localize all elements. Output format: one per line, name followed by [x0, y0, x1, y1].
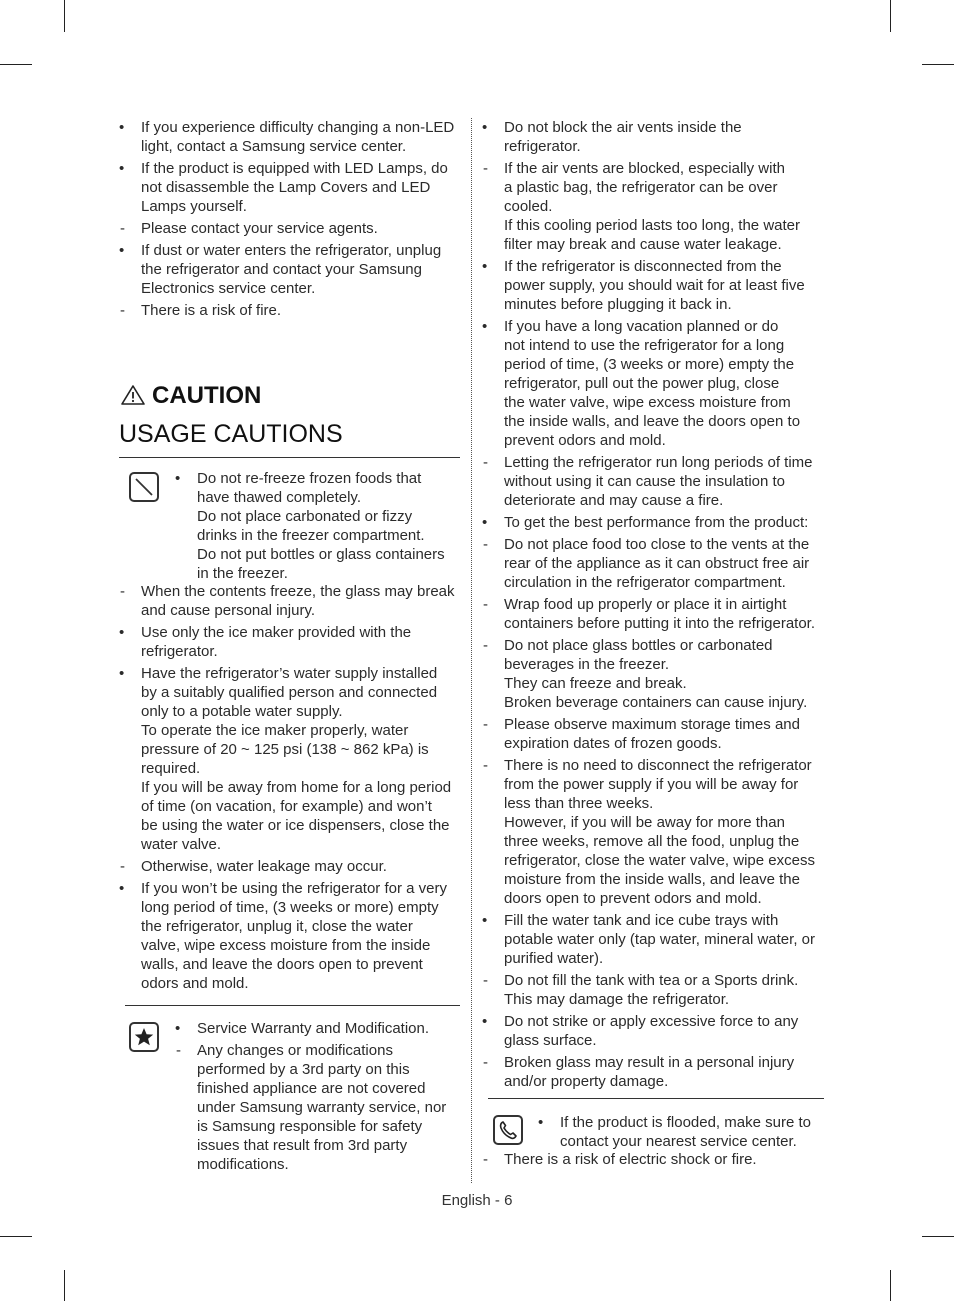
dash-list-item [482, 1053, 827, 1091]
item-text [141, 301, 469, 320]
item-text [197, 1041, 465, 1174]
left-middle-list [119, 582, 469, 996]
right-column-list [482, 118, 827, 1094]
no-sign-icon [133, 476, 155, 498]
item-text [504, 911, 827, 968]
bullet-marker: • [482, 119, 488, 136]
bullet-list-item [119, 664, 469, 854]
item-text [141, 241, 469, 298]
item-line: Fill the water tank and ice cube trays with [504, 912, 779, 929]
item-line: period of time, (3 weeks or more) empty the [504, 356, 795, 373]
dash-marker: - [120, 220, 125, 237]
bullet-list-item [175, 469, 465, 583]
bullet-list-item [482, 118, 827, 156]
dash-list-item [482, 595, 827, 633]
bullet-list-item [119, 159, 469, 216]
item-line: refrigerator, close the water valve, wipe excess [504, 852, 815, 869]
item-text [504, 971, 827, 1009]
item-text [504, 317, 827, 450]
crop-mark [0, 64, 32, 65]
dash-marker: - [483, 454, 488, 471]
bullet-list-item [482, 513, 827, 532]
item-line: valve, wipe excess moisture from the inside [141, 937, 431, 954]
item-line: If the refrigerator is disconnected from the [504, 258, 782, 275]
item-line: They can freeze and break. [504, 675, 687, 692]
item-text [141, 664, 469, 854]
item-line: issues that result from 3rd party [197, 1137, 408, 1154]
star-icon [133, 1026, 155, 1048]
item-line: potable water only (tap water, mineral water, or [504, 931, 815, 948]
no-sign-icon-box [129, 472, 159, 502]
item-line: Please observe maximum storage times and [504, 716, 800, 733]
item-line: drinks in the freezer compartment. [197, 527, 425, 544]
item-line: the refrigerator, unplug it, close the water [141, 918, 413, 935]
item-line: refrigerator, pull out the power plug, close [504, 375, 780, 392]
item-line: Broken glass may result in a personal injury [504, 1054, 795, 1071]
item-line: Do not block the air vents inside the [504, 119, 742, 136]
bullet-marker: • [482, 912, 488, 929]
item-line: under Samsung warranty service, nor [197, 1099, 447, 1116]
dash-list-item [482, 453, 827, 510]
item-line: Have the refrigerator’s water supply installed [141, 665, 438, 682]
item-line: If you have a long vacation planned or do [504, 318, 779, 335]
item-line: Do not fill the tank with tea or a Sports drink. [504, 972, 799, 989]
item-line: To get the best performance from the product: [504, 514, 809, 531]
item-line: from the power supply if you will be away for [504, 776, 799, 793]
item-line: If you won’t be using the refrigerator for a very [141, 880, 447, 897]
item-line: There is a risk of electric shock or fire. [504, 1151, 757, 1168]
item-text [141, 118, 469, 156]
item-line: beverages in the freezer. [504, 656, 670, 673]
item-line: Lamps yourself. [141, 198, 247, 215]
bullet-marker: • [119, 880, 125, 897]
dash-list-item [482, 971, 827, 1009]
item-line: However, if you will be away for more than [504, 814, 785, 831]
item-line: Do not re-freeze frozen foods that [197, 470, 422, 487]
item-line: cooled. [504, 198, 553, 215]
section-divider [119, 457, 460, 458]
item-text [504, 257, 827, 314]
item-line: Letting the refrigerator run long periods of time [504, 454, 813, 471]
item-text [141, 879, 469, 993]
dash-marker: - [483, 160, 488, 177]
phone-icon [497, 1119, 519, 1141]
item-text [141, 623, 469, 661]
item-line: and cause personal injury. [141, 602, 315, 619]
crop-mark [890, 1270, 891, 1301]
dash-list-item [175, 1041, 465, 1174]
item-text [141, 582, 469, 620]
item-line: There is no need to disconnect the refrigerator [504, 757, 812, 774]
item-line: There is a risk of fire. [141, 302, 282, 319]
item-line: filter may break and cause water leakage. [504, 236, 782, 253]
item-line: This may damage the refrigerator. [504, 991, 730, 1008]
item-line: the inside walls, and leave the doors open to [504, 413, 801, 430]
bullet-list-item [482, 257, 827, 314]
item-line: moisture from the inside walls, and leave the [504, 871, 800, 888]
item-text [504, 1150, 827, 1169]
bullet-marker: • [119, 119, 125, 136]
item-line: containers before putting it into the refrigerator. [504, 615, 816, 632]
dash-marker: - [120, 583, 125, 600]
item-text [141, 857, 469, 876]
item-line: Use only the ice maker provided with the [141, 624, 412, 641]
item-line: contact your nearest service center. [560, 1133, 797, 1150]
item-line: a plastic bag, the refrigerator can be over [504, 179, 778, 196]
item-line: by a suitably qualified person and connected [141, 684, 438, 701]
item-line: Otherwise, water leakage may occur. [141, 858, 387, 875]
item-line: the water valve, wipe excess moisture from [504, 394, 791, 411]
item-line: Do not strike or apply excessive force to any [504, 1013, 799, 1030]
bullet-marker: • [482, 514, 488, 531]
item-line: Broken beverage containers can cause injury. [504, 694, 808, 711]
block-divider [125, 1005, 460, 1006]
dash-marker: - [483, 972, 488, 989]
item-line: without using it can cause the insulation to [504, 473, 786, 490]
item-text [504, 159, 827, 254]
dash-list-item [482, 715, 827, 753]
item-line: deteriorate and may cause a fire. [504, 492, 724, 509]
item-line: Do not put bottles or glass containers [197, 546, 445, 563]
bullet-list-item [119, 879, 469, 993]
item-text [197, 469, 465, 583]
dash-list-item [119, 582, 469, 620]
item-text [504, 756, 827, 908]
dash-marker: - [483, 1054, 488, 1071]
dash-marker: - [483, 536, 488, 553]
item-line: refrigerator. [504, 138, 581, 155]
dash-marker: - [483, 596, 488, 613]
item-line: not intend to use the refrigerator for a long [504, 337, 785, 354]
item-line: When the contents freeze, the glass may break [141, 583, 455, 600]
icon-block-1-list [175, 469, 465, 586]
item-line: Please contact your service agents. [141, 220, 378, 237]
item-text [504, 513, 827, 532]
item-line: three weeks, remove all the food, unplug the [504, 833, 800, 850]
block-divider [488, 1098, 824, 1099]
item-line: modifications. [197, 1156, 289, 1173]
item-line: If the product is flooded, make sure to [560, 1114, 811, 1131]
bullet-marker: • [119, 624, 125, 641]
item-line: less than three weeks. [504, 795, 654, 812]
right-bottom-list [482, 1150, 827, 1172]
item-line: glass surface. [504, 1032, 597, 1049]
item-line: Do not place food too close to the vents at the [504, 536, 810, 553]
item-text [504, 715, 827, 753]
dash-list-item [482, 159, 827, 254]
item-line: rear of the appliance as it can obstruct free air [504, 555, 810, 572]
bullet-marker: • [175, 470, 181, 487]
dash-list-item [482, 636, 827, 712]
item-line: Service Warranty and Modification. [197, 1020, 430, 1037]
item-line: finished appliance are not covered [197, 1080, 426, 1097]
bullet-marker: • [175, 1020, 181, 1037]
dash-list-item [482, 1150, 827, 1169]
item-line: refrigerator. [141, 643, 218, 660]
crop-mark [922, 64, 954, 65]
item-line: Do not place carbonated or fizzy [197, 508, 413, 525]
caution-heading [120, 381, 262, 409]
bullet-marker: • [119, 242, 125, 259]
bullet-list-item [538, 1113, 828, 1151]
bullet-marker: • [119, 160, 125, 177]
item-line: pressure of 20 ~ 125 psi (138 ~ 862 kPa) is [141, 741, 429, 758]
crop-mark [922, 1236, 954, 1237]
item-line: be using the water or ice dispensers, close the [141, 817, 450, 834]
item-text [504, 453, 827, 510]
dash-list-item [119, 219, 469, 238]
item-line: of time (on vacation, for example) and won’t [141, 798, 432, 815]
item-line: doors open to prevent odors and mold. [504, 890, 762, 907]
item-line: expiration dates of frozen goods. [504, 735, 722, 752]
item-text [504, 535, 827, 592]
item-line: If you experience difficulty changing a non-LED [141, 119, 455, 136]
item-line: Electronics service center. [141, 280, 316, 297]
bullet-list-item [482, 1012, 827, 1050]
item-line: water valve. [141, 836, 222, 853]
item-line: If dust or water enters the refrigerator, unplug [141, 242, 442, 259]
bullet-marker: • [482, 318, 488, 335]
dash-list-item [482, 535, 827, 592]
dash-marker: - [483, 757, 488, 774]
item-line: If the product is equipped with LED Lamps, do [141, 160, 448, 177]
crop-mark [64, 1270, 65, 1301]
item-line: is Samsung responsible for safety [197, 1118, 423, 1135]
item-line: required. [141, 760, 201, 777]
bullet-list-item [175, 1019, 465, 1038]
item-line: the refrigerator and contact your Samsung [141, 261, 422, 278]
dash-marker: - [120, 858, 125, 875]
item-text [560, 1113, 828, 1151]
item-line: If this cooling period lasts too long, the water [504, 217, 801, 234]
bullet-marker: • [482, 1013, 488, 1030]
page-footer: English - 6 [441, 1192, 513, 1209]
dash-marker: - [483, 1151, 488, 1168]
item-line: circulation in the refrigerator compartment. [504, 574, 786, 591]
bullet-list-item [482, 317, 827, 450]
item-line: walls, and leave the doors open to prevent [141, 956, 423, 973]
item-line: long period of time, (3 weeks or more) empty [141, 899, 439, 916]
item-line: If you will be away from home for a long period [141, 779, 452, 796]
caution-label: CAUTION [152, 381, 262, 409]
item-line: odors and mold. [141, 975, 249, 992]
dash-marker: - [176, 1042, 181, 1059]
icon-block-3-list [538, 1113, 828, 1154]
bullet-list-item [119, 623, 469, 661]
bullet-marker: • [482, 258, 488, 275]
item-text [141, 219, 469, 238]
item-text [504, 118, 827, 156]
item-line: Do not place glass bottles or carbonated [504, 637, 773, 654]
item-text [504, 595, 827, 633]
dash-marker: - [483, 716, 488, 733]
item-line: in the freezer. [197, 565, 288, 582]
column-separator [471, 118, 472, 1183]
item-text [504, 1012, 827, 1050]
warning-triangle-icon [120, 384, 146, 406]
usage-cautions-heading: USAGE CAUTIONS [119, 420, 343, 448]
crop-mark [890, 0, 891, 32]
item-text [504, 1053, 827, 1091]
left-top-list [119, 118, 469, 323]
bullet-list-item [119, 241, 469, 298]
item-line: and/or property damage. [504, 1073, 669, 1090]
bullet-marker: • [119, 665, 125, 682]
item-line: To operate the ice maker properly, water [141, 722, 409, 739]
item-line: power supply, you should wait for at least five [504, 277, 805, 294]
dash-list-item [482, 756, 827, 908]
dash-marker: - [483, 637, 488, 654]
item-line: have thawed completely. [197, 489, 361, 506]
dash-list-item [119, 301, 469, 320]
item-text [504, 636, 827, 712]
crop-mark [0, 1236, 32, 1237]
item-line: prevent odors and mold. [504, 432, 666, 449]
item-text [141, 159, 469, 216]
item-line: not disassemble the Lamp Covers and LED [141, 179, 431, 196]
item-line: Any changes or modifications [197, 1042, 393, 1059]
bullet-list-item [119, 118, 469, 156]
item-line: Wrap food up properly or place it in airtight [504, 596, 787, 613]
item-line: only to a potable water supply. [141, 703, 343, 720]
dash-list-item [119, 857, 469, 876]
dash-marker: - [120, 302, 125, 319]
item-line: performed by a 3rd party on this [197, 1061, 410, 1078]
item-line: light, contact a Samsung service center. [141, 138, 407, 155]
item-line: minutes before plugging it back in. [504, 296, 732, 313]
item-line: purified water). [504, 950, 604, 967]
item-text [197, 1019, 465, 1038]
bullet-list-item [482, 911, 827, 968]
bullet-marker: • [538, 1114, 544, 1131]
star-icon-box [129, 1022, 159, 1052]
phone-icon-box [493, 1115, 523, 1145]
crop-mark [64, 0, 65, 32]
item-line: If the air vents are blocked, especially with [504, 160, 785, 177]
icon-block-2-list [175, 1019, 465, 1177]
